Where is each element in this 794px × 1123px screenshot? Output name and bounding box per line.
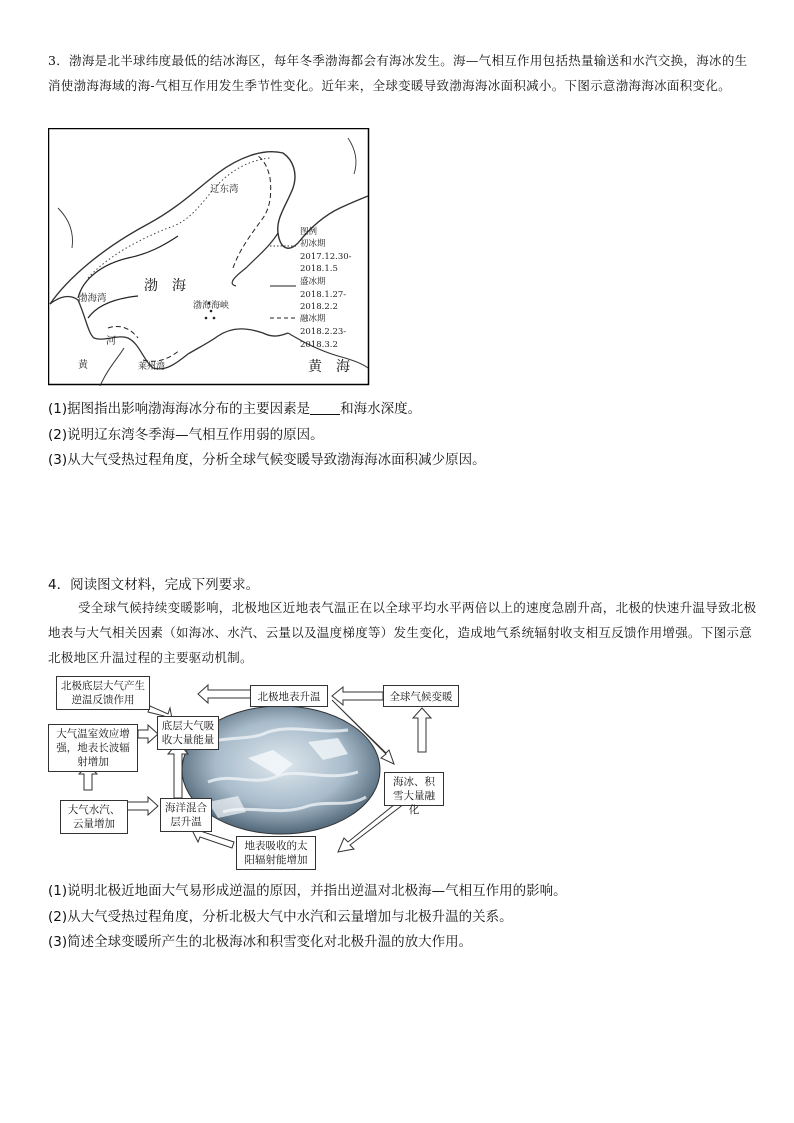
legend-item-3-name: 融冰期 [300, 314, 326, 324]
answer-blank [310, 400, 340, 415]
legend-item-3-date-2: 2018.3.2 [300, 340, 338, 350]
q4-sub-question-3: (3)简述全球变暖所产生的北极海冰和积雪变化对北极升温的放大作用。 [48, 934, 473, 950]
q3-sub-question-1 [48, 397, 421, 417]
bohai-ice-map [48, 128, 370, 386]
arrow-vapor-to-ocean [126, 797, 158, 815]
q3-sub-question-3: (3)从大气受热过程角度，分析全球气候变暖导致渤海海冰面积减少原因。 [48, 452, 486, 468]
label-bohai-bay: 渤海湾 [78, 293, 107, 304]
box-solar-absorb: 地表吸收的太阳辐射能增加 [236, 836, 316, 870]
box-ice-melt: 海冰、积雪大量融化 [384, 772, 444, 806]
label-laizhou-bay: 莱州湾 [138, 362, 166, 372]
box-global-warming: 全球气候变暖 [383, 685, 459, 707]
q4-sub-question-2: (2)从大气受热过程角度，分析北极大气中水汽和云量增加与北极升温的关系。 [48, 909, 513, 925]
legend-item-2-date-1: 2018.1.27- [300, 290, 347, 300]
q3-sub-1-before: (1)据图指出影响渤海海冰分布的主要因素是 [48, 401, 311, 417]
box-lower-atmosphere: 底层大气吸收大量能量 [157, 716, 219, 750]
legend-item-3-date-1: 2018.2.23- [300, 327, 347, 337]
legend-item-1-date-2: 2018.1.5 [300, 264, 338, 274]
label-yellow: 黄 [78, 360, 88, 371]
arrow-surface-to-lower [198, 685, 254, 703]
box-greenhouse: 大气温室效应增强，地表长波辐射增加 [48, 724, 138, 772]
arrow-greenhouse-to-lower [138, 725, 158, 743]
legend-item-2-name: 盛冰期 [300, 277, 326, 287]
label-liaodong-bay: 辽东湾 [210, 184, 239, 195]
q3-sub-1-after: 和海水深度。 [340, 401, 422, 417]
arrow-feedback-up [413, 708, 431, 752]
arrow-global-to-surface [332, 687, 383, 705]
q3-stem: 3．渤海是北半球纬度最低的结冰海区，每年冬季渤海都会有海冰发生。海—气相互作用包括热量输送和水汽交换，海冰的生消使渤海海域的海-气相互作用发生季节性变化。近年来，全球变暖导致渤海海冰面积减小。下图示意渤海海冰面积变化。 [48, 53, 748, 93]
box-ocean-mixing: 海洋混合层升温 [160, 798, 212, 832]
legend-item-2-date-2: 2018.2.2 [300, 302, 338, 312]
box-surface-warming: 北极地表升温 [250, 685, 328, 707]
q4-sub-question-1: (1)说明北极近地面大气易形成逆温的原因，并指出逆温对北极海—气相互作用的影响。 [48, 883, 567, 899]
q4-title: 4．阅读图文材料，完成下列要求。 [48, 577, 260, 593]
legend-item-1-name: 初冰期 [300, 239, 326, 249]
q4-stem: 受全球气候持续变暖影响，北极地区近地表气温正在以全球平均水平两倍以上的速度急剧升高，北极的快速升温导致北极地表与大气相关因素（如海冰、水汽、云量以及温度梯度等）发生变化，造成地气系统辐射收支相互反馈作用增强。下图示意北极地区升温过程的主要驱动机制。 [48, 600, 757, 665]
label-river: 河 [106, 336, 116, 347]
legend-item-1-date-1: 2017.12.30- [300, 252, 352, 262]
label-bohai-strait: 渤海海峡 [193, 301, 230, 311]
q3-sub-question-2: (2)说明辽东湾冬季海—气相互作用弱的原因。 [48, 427, 324, 443]
legend-title: 图例 [300, 227, 318, 237]
box-vapor-cloud: 大气水汽、云量增加 [60, 800, 128, 834]
label-yellow-sea: 黄 海 [308, 359, 350, 375]
box-inversion: 北极底层大气产生逆温反馈作用 [56, 676, 150, 710]
label-bohai-sea: 渤 海 [144, 278, 186, 294]
